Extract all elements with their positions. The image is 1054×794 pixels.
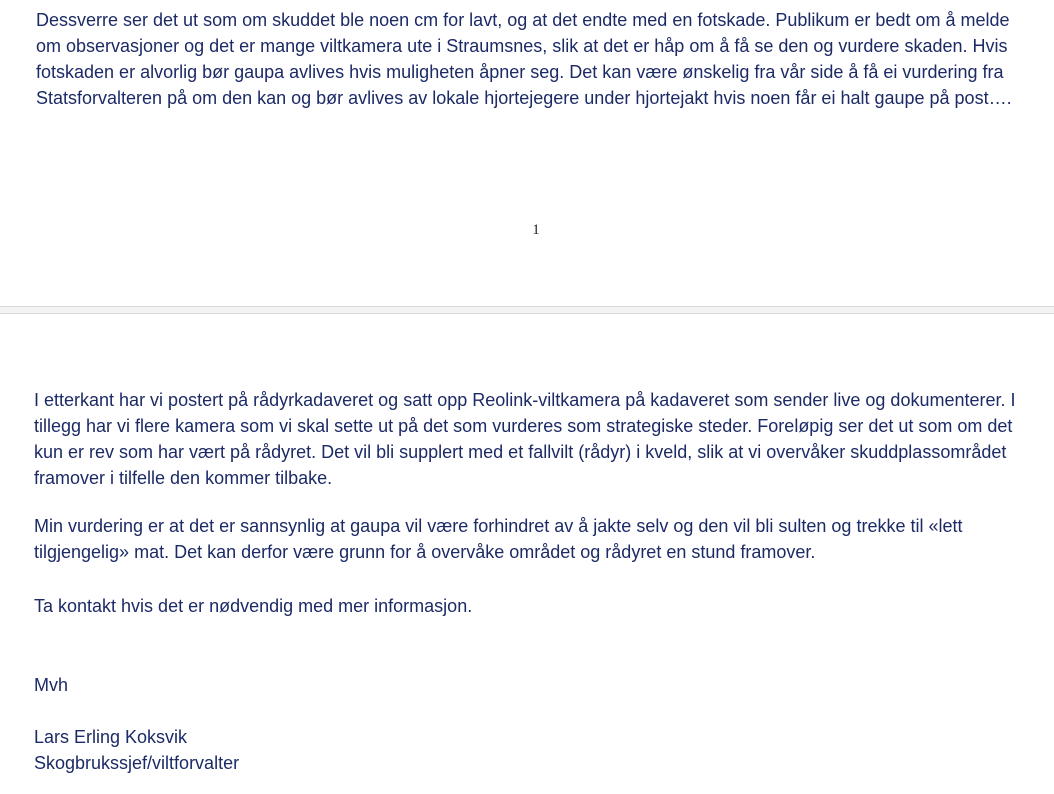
body-paragraph-etterkant: I etterkant har vi postert på rådyrkadaveret og satt opp Reolink-viltkamera på kadaveret som sender live og dokumenterer. I tillegg har vi flere kamera som vi skal sette ut på det som vurderes som strategiske steder. Foreløpig ser det ut som om det kun er rev som har vært på rådyret. Det vil bli supplert med et fallvilt (rådyr) i kveld, slik at vi overvåker skuddplassområdet framover i tilfelle den kommer tilbake. <box>34 390 1016 488</box>
signature-title: Skogbrukssjef/viltforvalter <box>34 753 240 773</box>
body-paragraph-fotskade: Dessverre ser det ut som om skuddet ble noen cm for lavt, og at det endte med en fotskade. Publikum er bedt om å melde om observasjoner og det er mange viltkamera ute i Straumsnes, slik at det er håp om å få se den og vurdere skaden. Hvis fotskaden er alvorlig bør gaupa avlives hvis muligheten åpner seg. Det kan være ønskelig fra vår side å få ei vurdering fra Statsforvalteren på om den kan og bør avlives av lokale hjortejegere under hjortejakt hvis noen får ei halt gaupe på post…. <box>36 10 1012 108</box>
signature-name: Lars Erling Koksvik <box>34 727 188 747</box>
body-paragraph-vurdering: Min vurdering er at det er sannsynlig at gaupa vil være forhindret av å jakte selv og den vil bli sulten og trekke til «lett tilgjengelig» mat. Det kan derfor være grunn for å overvåke området og rådyret en stund framover. <box>34 516 963 562</box>
page-number: 1 <box>532 222 540 238</box>
closing-greeting: Mvh <box>34 675 69 695</box>
document-page-2 <box>0 314 1054 794</box>
document-page-1 <box>0 0 1054 306</box>
body-paragraph-kontakt: Ta kontakt hvis det er nødvendig med mer informasjon. <box>34 596 473 616</box>
page-separator <box>0 306 1054 314</box>
